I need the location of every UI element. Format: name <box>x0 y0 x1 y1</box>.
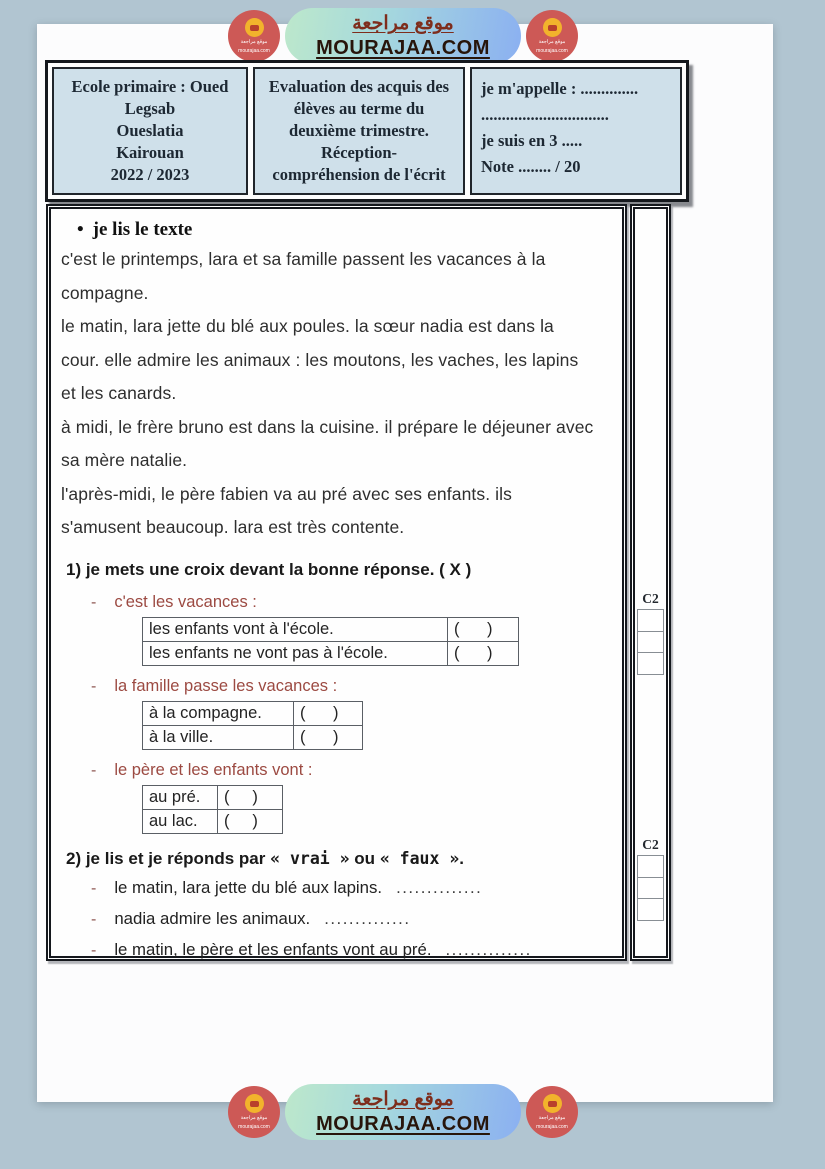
question-2-item <box>91 905 612 933</box>
question-1-item <box>91 590 612 666</box>
faux-keyword: « faux » <box>379 848 460 868</box>
evaluation-line: Réception- <box>320 143 398 162</box>
school-info-cell <box>52 67 248 195</box>
options-table <box>142 701 363 750</box>
banner-site-title: MOURAJAA.COM <box>316 1112 490 1135</box>
option-row <box>143 701 363 725</box>
answer-bracket-cell: ( ) <box>218 785 283 809</box>
c2-label: C2 <box>642 591 659 606</box>
score-box <box>637 877 664 900</box>
c2-label: C2 <box>642 837 659 852</box>
school-line: Kairouan <box>116 143 184 162</box>
statement-text: le matin, lara jette du blé aux lapins. <box>114 877 383 897</box>
answer-bracket-cell: ( ) <box>294 725 363 749</box>
note-line: Note ........ / 20 <box>481 157 581 176</box>
option-row <box>143 641 519 665</box>
reading-line: compagne. <box>61 282 149 303</box>
answer-bracket-cell: ( ) <box>294 701 363 725</box>
badge-site-text: mourajaa.com <box>536 1123 568 1130</box>
evaluation-info-cell <box>253 67 465 195</box>
reading-line: et les canards. <box>61 383 177 403</box>
score-boxes <box>637 609 664 675</box>
bottom-banner <box>228 1084 578 1140</box>
option-text-cell: les enfants ne vont pas à l'école. <box>143 641 448 665</box>
option-row <box>143 785 283 809</box>
student-class-line: je suis en 3 ..... <box>481 131 583 150</box>
options-table <box>142 785 283 834</box>
score-box <box>637 652 664 675</box>
option-text-cell: les enfants vont à l'école. <box>143 617 448 641</box>
reading-text <box>61 243 612 545</box>
score-block-c2 <box>635 837 666 921</box>
option-row <box>143 725 363 749</box>
score-box <box>637 609 664 632</box>
mourajaa-badge <box>526 10 578 62</box>
option-text-cell: à la compagne. <box>143 701 294 725</box>
student-name-line: ............................... <box>481 105 609 124</box>
badge-logo-icon <box>245 18 264 37</box>
badge-arabic-text: موقع مراجعة <box>240 1115 268 1122</box>
question-2-heading <box>66 847 612 871</box>
badge-arabic-text: موقع مراجعة <box>538 39 566 46</box>
badge-arabic-text: موقع مراجعة <box>240 39 268 46</box>
sub-question-label: le père et les enfants vont : <box>114 760 313 779</box>
vrai-keyword: « vrai » <box>270 848 350 868</box>
score-boxes <box>637 855 664 921</box>
score-box <box>637 855 664 878</box>
exam-header-table <box>45 60 689 202</box>
dash-icon: - <box>91 593 97 611</box>
evaluation-line: Evaluation des acquis des <box>268 77 450 96</box>
option-row <box>143 617 519 641</box>
option-text-cell: à la ville. <box>143 725 294 749</box>
bullet-icon: • <box>77 219 84 240</box>
question-2-item <box>91 874 612 902</box>
evaluation-line: élèves au terme du <box>293 99 425 118</box>
sub-question-label: la famille passe les vacances : <box>114 676 338 695</box>
option-text-cell: au pré. <box>143 785 218 809</box>
statement-text: le matin, le père et les enfants vont au pré. <box>114 939 432 959</box>
question-2-ou: ou <box>354 848 376 868</box>
question-2-item <box>91 936 612 964</box>
exam-content-box <box>46 204 627 961</box>
student-name-line: je m'appelle : .............. <box>481 79 639 98</box>
reading-line: s'amusent beaucoup. lara est très contente. <box>61 517 405 537</box>
mourajaa-badge <box>228 1086 280 1138</box>
badge-logo-icon <box>543 1094 562 1113</box>
badge-logo-icon <box>543 18 562 37</box>
answer-bracket-cell: ( ) <box>448 617 519 641</box>
answer-dots: .............. <box>396 877 483 897</box>
question-1-item <box>91 758 612 834</box>
student-info-cell <box>470 67 682 195</box>
evaluation-line: deuxième trimestre. <box>289 121 429 140</box>
badge-site-text: mourajaa.com <box>536 47 568 54</box>
dash-icon: - <box>91 879 97 897</box>
school-line: Oueslatia <box>116 121 184 140</box>
options-table <box>142 617 519 666</box>
banner-site-title: MOURAJAA.COM <box>316 36 490 59</box>
dash-icon: - <box>91 941 97 959</box>
sub-question-label: c'est les vacances : <box>114 592 257 611</box>
question-2-prefix: 2) je lis et je réponds par <box>66 848 266 868</box>
answer-dots: .............. <box>324 908 411 928</box>
question-2-period: . <box>459 848 465 868</box>
reading-title-text: je lis le texte <box>92 219 193 240</box>
badge-site-text: mourajaa.com <box>238 47 270 54</box>
statement-text: nadia admire les animaux. <box>114 908 311 928</box>
reading-line: le matin, lara jette du blé aux poules. la sœur nadia est dans la <box>61 316 554 336</box>
school-line: Legsab <box>124 99 176 118</box>
score-box <box>637 631 664 654</box>
option-row <box>143 809 283 833</box>
answer-bracket-cell: ( ) <box>218 809 283 833</box>
banner-pill <box>285 8 521 64</box>
banner-pill <box>285 1084 521 1140</box>
answer-dots: .............. <box>445 939 532 959</box>
dash-icon: - <box>91 677 97 695</box>
reading-line: à midi, le frère bruno est dans la cuisine. il prépare le déjeuner avec <box>61 416 594 437</box>
option-text-cell: au lac. <box>143 809 218 833</box>
dash-icon: - <box>91 761 97 779</box>
score-block-c2 <box>635 591 666 675</box>
school-line: Ecole primaire : Oued <box>71 77 229 96</box>
banner-arabic-title: موقع مراجعة <box>352 1089 454 1111</box>
badge-logo-icon <box>245 1094 264 1113</box>
banner-arabic-title: موقع مراجعة <box>352 13 454 35</box>
top-banner <box>228 8 578 64</box>
school-line: 2022 / 2023 <box>110 165 190 184</box>
reading-line: cour. elle admire les animaux : les moutons, les vaches, les lapins <box>61 349 579 370</box>
badge-arabic-text: موقع مراجعة <box>538 1115 566 1122</box>
reading-line: c'est le printemps, lara et sa famille passent les vacances à la <box>61 249 546 269</box>
score-column <box>630 204 671 961</box>
reading-title <box>77 217 612 243</box>
mourajaa-badge <box>526 1086 578 1138</box>
reading-line: sa mère natalie. <box>61 450 188 470</box>
answer-bracket-cell: ( ) <box>448 641 519 665</box>
score-box <box>637 898 664 921</box>
badge-site-text: mourajaa.com <box>238 1123 270 1130</box>
dash-icon: - <box>91 910 97 928</box>
reading-line: l'après-midi, le père fabien va au pré avec ses enfants. ils <box>61 483 512 504</box>
evaluation-line: compréhension de l'écrit <box>272 165 446 184</box>
mourajaa-badge <box>228 10 280 62</box>
question-1-heading: 1) je mets une croix devant la bonne réponse. ( X ) <box>66 559 472 579</box>
question-1-item <box>91 674 612 750</box>
